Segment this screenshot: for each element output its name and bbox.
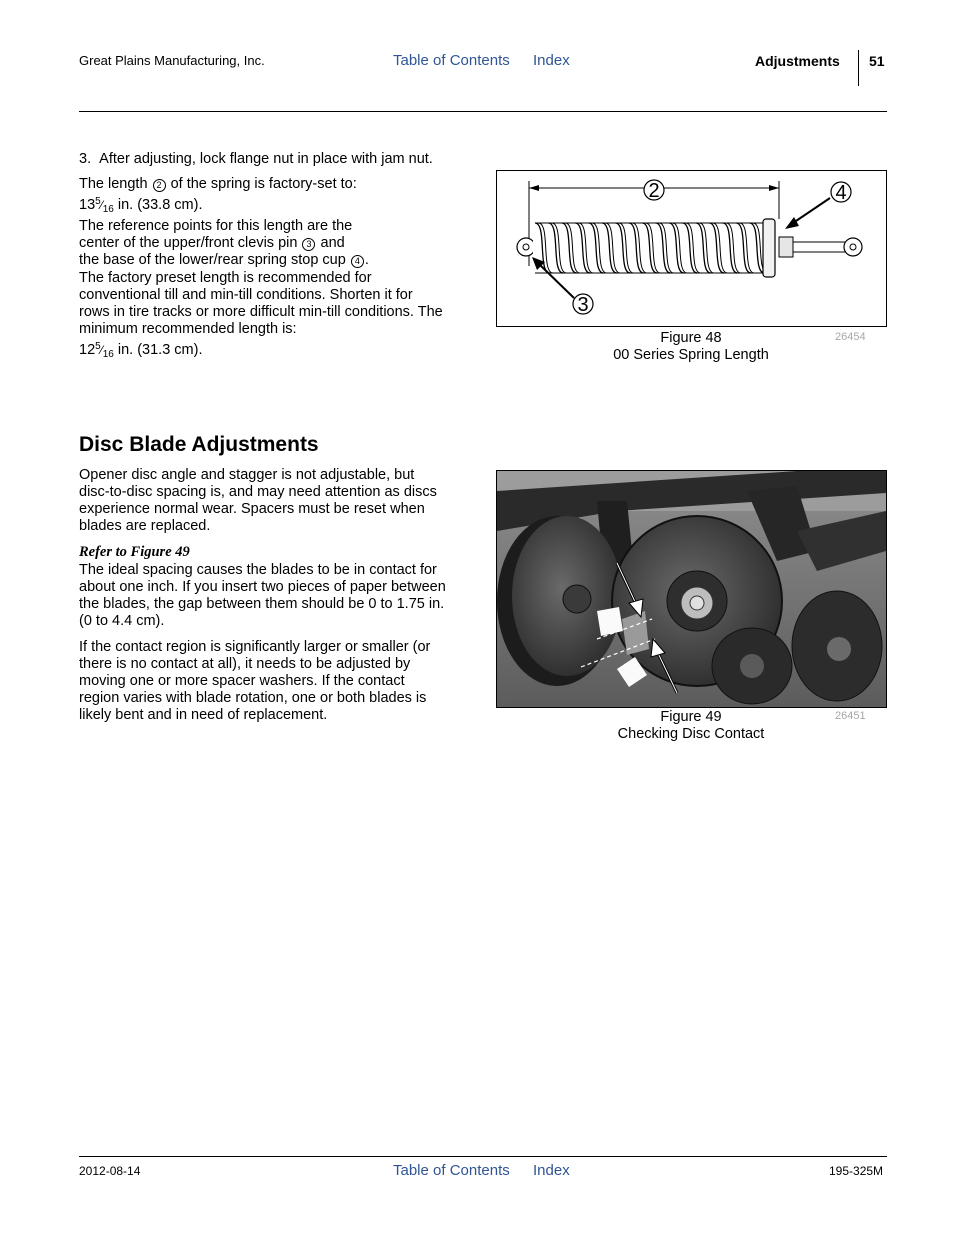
callout-4-arrowhead — [785, 217, 799, 229]
text-line: rows in tire tracks or more difficult min-till conditions. The — [79, 304, 443, 320]
dimension-arrow-right — [769, 185, 779, 191]
gauge-wheel-1-hub — [740, 654, 764, 678]
text-line: conventional till and min-till conditions. Shorten it for — [79, 287, 413, 303]
figure-48-caption-text: 00 Series Spring Length — [613, 347, 769, 363]
step-text: After adjusting, lock flange nut in place with jam nut. — [99, 151, 433, 167]
length-minimum: $12^5⁄_{16}$ — [79, 341, 114, 360]
text-span: of the spring is factory-set to: — [170, 176, 357, 192]
header-divider — [858, 50, 859, 86]
disc-paragraph-1 — [79, 467, 479, 535]
footer-doc-code: 195-325M — [829, 1164, 884, 1178]
text-line: experience normal wear. Spacers must be reset when — [79, 501, 425, 517]
spring-length-paragraph — [79, 176, 479, 269]
text-line: likely bent and in need of replacement. — [79, 707, 328, 723]
header-toc-link[interactable]: Table of Contents — [393, 52, 510, 69]
figure-48-number: 26454 — [835, 331, 866, 343]
footer-rule — [79, 1156, 887, 1157]
text-line: The factory preset length is recommended for — [79, 270, 372, 286]
figure-49-caption — [591, 709, 791, 743]
text-line: the blades, the gap between them should be 0 to 1.75 in. — [79, 596, 445, 612]
text-line: Opener disc angle and stagger is not adjustable, but — [79, 467, 415, 483]
callout-2-ref: 2 — [153, 179, 166, 192]
rod-eye-hole — [850, 244, 856, 250]
header-index-link[interactable]: Index — [533, 52, 570, 69]
header-rule — [79, 111, 887, 112]
text-span: . — [364, 252, 369, 268]
callout-4-label: 4 — [835, 182, 847, 204]
text-line: The ideal spacing causes the blades to be in contact for — [79, 562, 437, 578]
disc-heading: Disc Blade Adjustments — [79, 433, 319, 456]
text-line: disc-to-disc spacing is, and may need attention as discs — [79, 484, 437, 500]
figure-49-image — [496, 470, 887, 708]
figure-49-title: Figure 49 — [660, 709, 722, 725]
figure-49-caption-text: Checking Disc Contact — [617, 726, 765, 742]
text-line: moving one or more spacer washers. If the contact — [79, 673, 405, 689]
figure-48-title: Figure 48 — [660, 330, 722, 346]
footer-index-link[interactable]: Index — [533, 1162, 570, 1179]
figure-48-image — [496, 170, 887, 327]
dimension-arrow-left — [529, 185, 539, 191]
callout-3-ref: 3 — [302, 238, 315, 251]
paper-slip-top — [597, 607, 623, 636]
callout-2-label: 2 — [648, 180, 660, 202]
frac-whole: 13 — [79, 197, 96, 213]
frac-num: 5 — [95, 341, 101, 352]
disc-paragraph-3 — [79, 639, 479, 724]
frac-num: 5 — [95, 196, 101, 207]
text-line: minimum recommended length is: — [79, 321, 297, 337]
spring-stop-cup — [763, 219, 775, 277]
figure-49-number: 26451 — [835, 710, 866, 722]
footer-toc-link[interactable]: Table of Contents — [393, 1162, 510, 1179]
frac-den: 16 — [102, 349, 114, 360]
text-line: region varies with blade rotation, one or both blades is — [79, 690, 427, 706]
text-span: and — [320, 235, 345, 251]
spring-diagram — [497, 171, 886, 326]
text-span: The length — [79, 176, 148, 192]
text-span: center of the upper/front clevis pin — [79, 235, 298, 251]
text-span: the base of the lower/rear spring stop cup — [79, 252, 346, 268]
text-line: If the contact region is significantly larger or smaller (or — [79, 639, 431, 655]
rod — [793, 242, 845, 252]
figure-48-caption — [591, 330, 791, 364]
clevis-pin — [523, 244, 529, 250]
refer-figure-49: Refer to Figure 49 — [79, 544, 190, 560]
text-span: in. (31.3 cm). — [117, 342, 203, 358]
gauge-wheel-2-hub — [827, 637, 851, 661]
text-line: there is no contact at all), it needs to be adjusted by — [79, 656, 411, 672]
company-name: Great Plains Manufacturing, Inc. — [79, 53, 265, 68]
text-line: The reference points for this length are the — [79, 218, 353, 234]
spring-preset-paragraph — [79, 270, 479, 363]
jam-nut — [779, 237, 793, 257]
frac-whole: 12 — [79, 342, 96, 358]
section-title: Adjustments — [755, 53, 840, 69]
callout-3-label: 3 — [577, 294, 589, 316]
callout-4-ref: 4 — [351, 255, 364, 268]
length-factory: $13^5⁄_{16}$ — [79, 196, 114, 215]
frac-den: 16 — [102, 204, 114, 215]
callout-4-arrow-line — [793, 198, 830, 223]
rear-disc-hub — [563, 585, 591, 613]
text-line: blades are replaced. — [79, 518, 211, 534]
step-number: 3. — [79, 151, 92, 167]
text-span: in. (33.8 cm). — [117, 197, 203, 213]
front-disc-nut — [690, 596, 704, 610]
text-line: (0 to 4.4 cm). — [79, 613, 165, 629]
disc-paragraph-2 — [79, 562, 479, 630]
disc-photo — [497, 471, 886, 707]
footer-date: 2012-08-14 — [79, 1164, 141, 1178]
step-3 — [79, 151, 433, 168]
page-number: 51 — [869, 53, 885, 69]
text-line: about one inch. If you insert two pieces of paper between — [79, 579, 446, 595]
